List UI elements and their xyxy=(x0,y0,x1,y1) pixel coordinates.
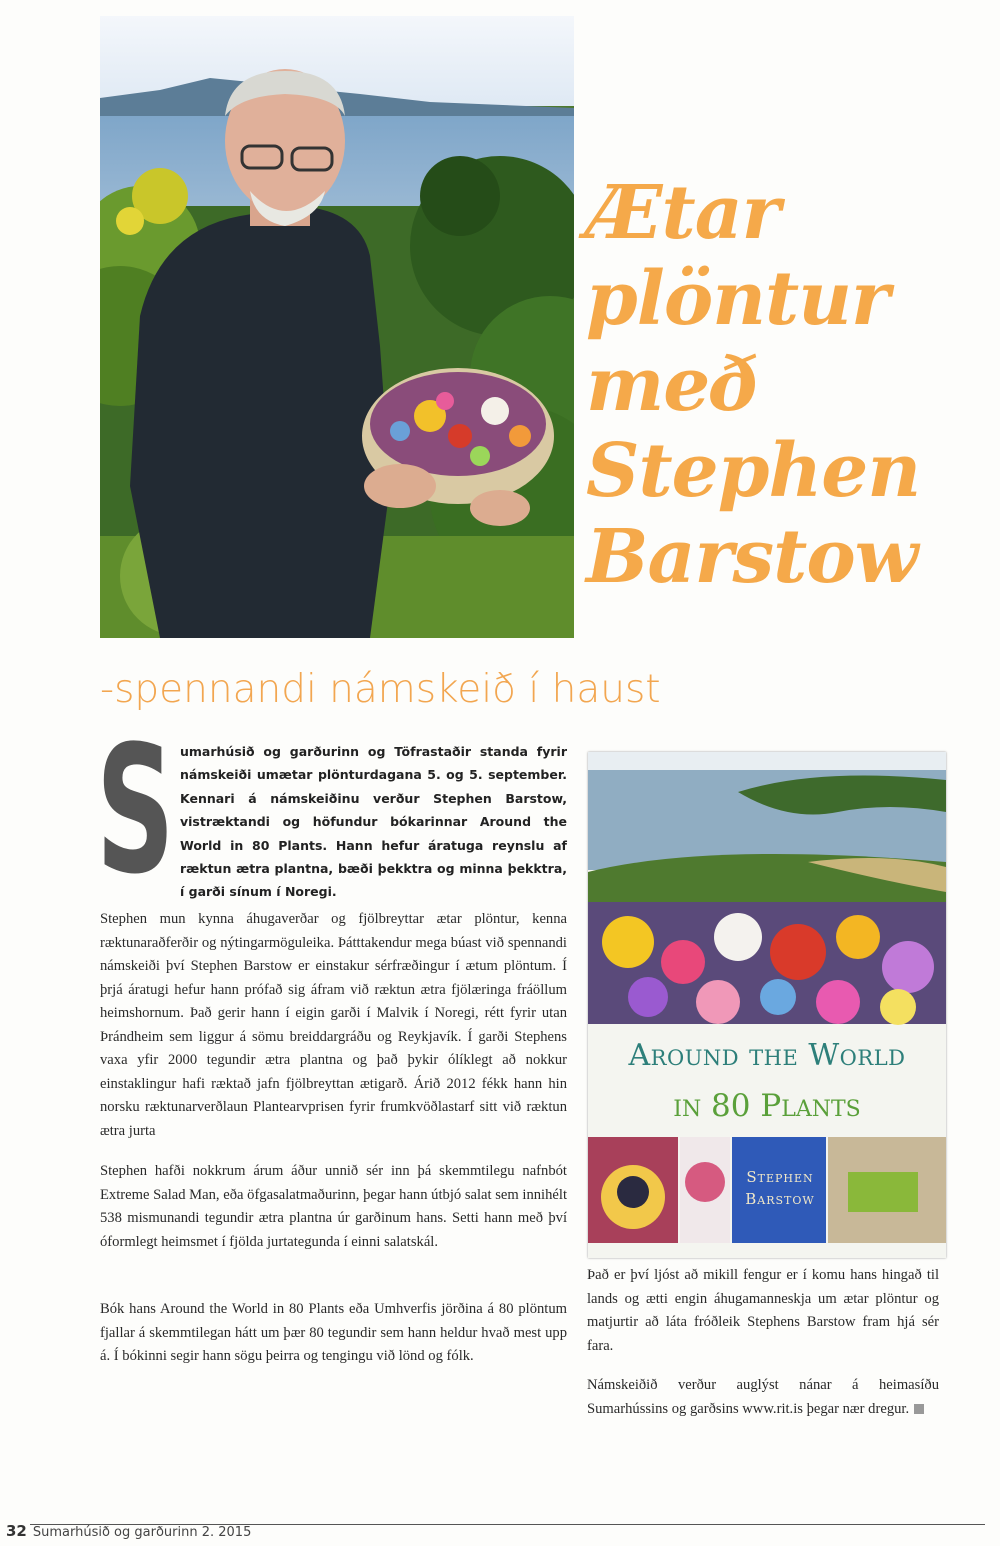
page-number: 32 xyxy=(6,1522,27,1540)
publication-name: Sumarhúsið og garðurinn 2. 2015 xyxy=(32,1525,252,1540)
title-line-5: Barstow xyxy=(586,514,918,600)
body-paragraph-3: Bók hans Around the World in 80 Plants eða Umhverfis jörðina á 80 plöntum fjallar á skemmtilegan hátt um þær 80 tegundir sem hann heldur hvað mest upp á. Í bókinni segir hann sögu þeirra og tengingu við lönd og fólk. xyxy=(100,1301,567,1364)
article-subtitle: -spennandi námskeið í haust xyxy=(100,667,661,712)
intro-paragraph: umarhúsið og garðurinn og Töfrastaðir standa fyrir námskeiði umætar plönturdagana 5. og 5. september. Kennari á námskeiðinu verður Stephen Barstow, vistræktandi og höfundur bókarinnar Around the World in 80 Plants. Hann hefur áratuga reynslu af ræktun ætra plantna, bæði þekktra og minna þekktra, í garði sínum í Noregi. xyxy=(180,744,567,900)
hero-illustration xyxy=(100,16,574,638)
book-title-line-1: Around the World xyxy=(628,1038,906,1073)
sidebar-paragraph-1: Það er því ljóst að mikill fengur er í komu hans hingað til lands og ætti engin áhugamanneskja um ætar plöntur og matjurtir að láta fróðleik Stephens Barstow fram hjá sér fara. xyxy=(587,1267,939,1354)
drop-cap: S xyxy=(96,708,175,913)
end-mark-icon xyxy=(914,1404,924,1414)
title-line-1: Ætar xyxy=(586,170,780,256)
article-title xyxy=(586,170,996,600)
title-line-3: með xyxy=(586,342,758,428)
title-line-4: Stephen xyxy=(586,428,921,514)
footer xyxy=(6,1522,251,1540)
sidebar-paragraph-2 xyxy=(587,1374,939,1421)
book-author xyxy=(734,1166,826,1210)
book-title-line-2: in 80 Plants xyxy=(673,1088,861,1124)
body-paragraph-1: Stephen mun kynna áhugaverðar og fjölbreyttar ætar plöntur, kenna ræktunaraðferðir og nýtingarmöguleika. Þátttakendur mega búast við spennandi námskeiði því Stephen Barstow er einstakur sérfræðingur í ætum plöntum. Í þrjá áratugi hefur hann prófað sig áfram við ræktun ætra fjölæringa fráöllum heimshornum. Það gerir hann í eigin garði í Malvik í Noregi, rétt fyrir utan Þrándheim sem liggur á sömu breiddargráðu og Reykjavík. Í garði Stephens vaxa yfir 2000 tegundir ætra plantna og það þykir ólíklegt að nokkur einstaklingur hafi ræktað jafn fjölbreyttan ætigarð. Árið 2012 fékk hann hin norsku ræktunarverðlaun Plantearvprisen fyrir frumkvöðlastarf sitt við ræktun ætra jurta xyxy=(100,911,567,1139)
book-author-first: Stephen xyxy=(746,1168,814,1186)
title-line-2: plöntur xyxy=(586,256,889,342)
book-cover xyxy=(588,752,946,1258)
hero-photo xyxy=(100,16,574,638)
book-author-last: Barstow xyxy=(745,1190,815,1208)
sidebar-paragraph-2-text: Námskeiðið verður auglýst nánar á heimasíðu Sumarhússins og garðsins www.rit.is þegar nær dregur. xyxy=(587,1377,939,1417)
body-paragraph-2: Stephen hafði nokkrum árum áður unnið sér inn þá skemmtilegu nafnbót Extreme Salad Man, eða öfgasalatmaðurinn, þegar hann útbjó salat sem innihélt 538 mismunandi tegundir ætra plantna úr garðinum hans. Setti hann með því óformlegt heimsmet í fjölda jurtategunda í einni salatskál. xyxy=(100,1163,567,1250)
